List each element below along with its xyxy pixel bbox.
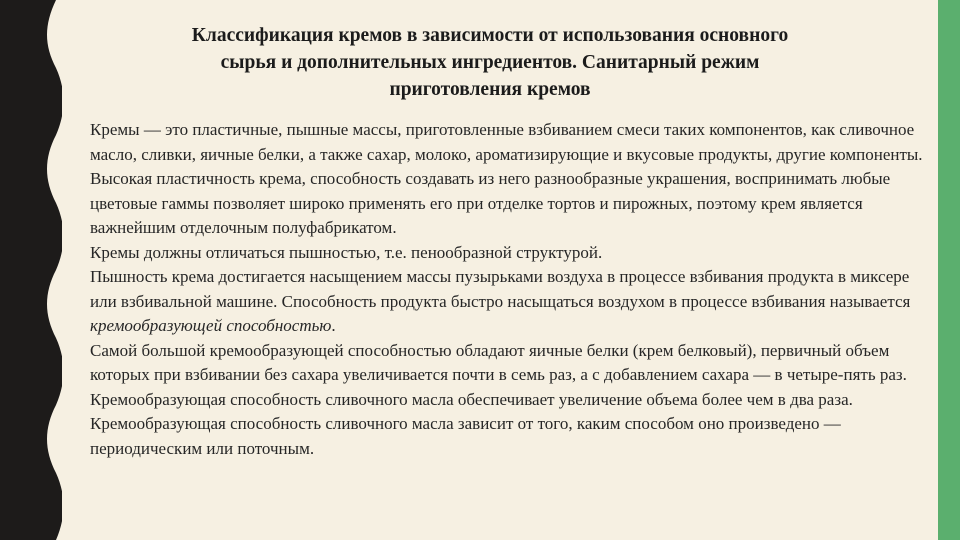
paragraph-fluffiness xyxy=(90,241,932,266)
paragraph-egg-whites xyxy=(90,339,932,413)
body-text xyxy=(90,118,932,461)
paragraph-aeration xyxy=(90,265,932,339)
paragraph-definition xyxy=(90,118,932,241)
emphasis-term: кремообразующей способностью xyxy=(90,316,332,335)
slide-title: Классификация кремов в зависимости от использования основного сырья и дополнительных ингредиентов. Санитарный режим приготовления кремов xyxy=(191,25,789,100)
paragraph-text: Кремы должны отличаться пышностью, т.е. пенообразной структурой. xyxy=(90,242,603,262)
paragraph-butter xyxy=(90,412,932,461)
paragraph-text: Пышность крема достигается насыщением массы пузырьками воздуха в процессе взбивания продукта в миксере или взбивальной машине. Способность продукта быстро насыщаться воздухом в процессе взбивания называется xyxy=(90,267,911,311)
paragraph-text: Самой большой кремообразующей способностью обладают яичные белки (крем белковый), первичный объем которых при взбивании без сахара увеличивается почти в семь раз, а с добавлением сахара — в четыре-пять раз. Кремообразующая способность сливочного масла обеспечивает увеличение объема более чем в два раза. xyxy=(90,340,907,409)
right-accent-stripe xyxy=(938,0,960,540)
paragraph-text: Кремы — это пластичные, пышные массы, приготовленные взбиванием смеси таких компонентов, как сливочное масло, сливки, яичные белки, а также сахар, молоко, ароматизирующие и вкусовые продукты, другие компоненты. Высокая пластичность крема, способность создавать из него разнообразные украшения, воспринимать любые цветовые гаммы позволяет широко применять его при отделке тортов и пирожных, поэтому крем является важнейшим отделочным полуфабрикатом. xyxy=(90,120,923,237)
paragraph-text: Кремообразующая способность сливочного масла зависит от того, каким способом оно произведено — периодическим или поточным. xyxy=(90,414,841,458)
left-decorative-band xyxy=(0,0,62,540)
paragraph-suffix: . xyxy=(331,316,336,335)
